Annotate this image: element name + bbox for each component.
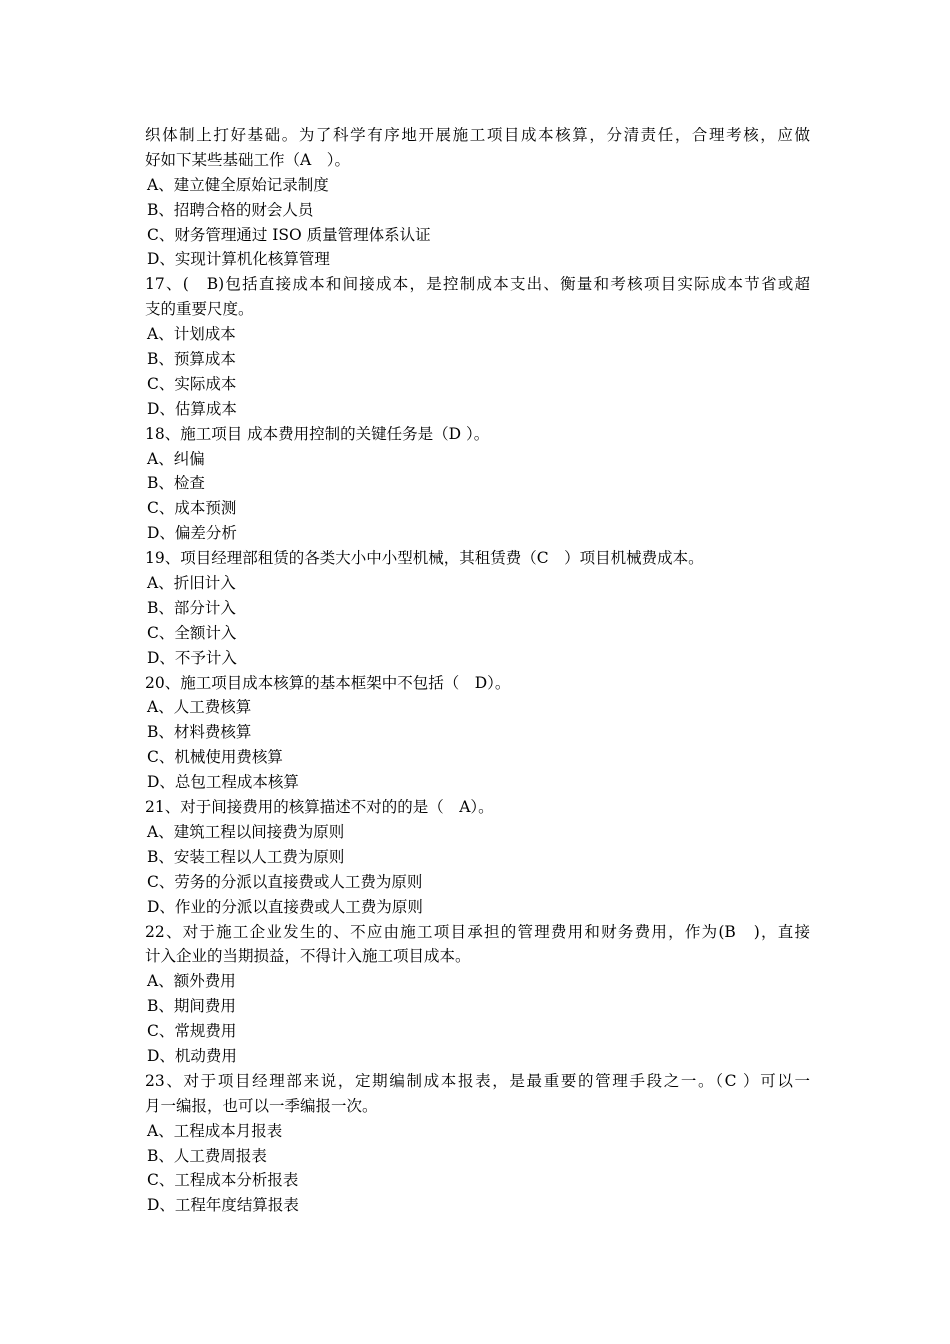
answer-option: A、纠偏 [147,449,205,468]
answer-option: A、计划成本 [147,325,236,344]
question-text-line: 22、对于施工企业发生的、不应由施工项目承担的管理费用和财务费用，作为(B )，直接 [145,922,810,941]
question-text-line: 19、项目经理部租赁的各类大小中小型机械，其租赁费（C ）项目机械费成本。 [145,549,704,568]
answer-option: C、全额计入 [147,623,237,642]
answer-option: A、建立健全原始记录制度 [147,175,329,194]
question-text-line: 23、对于项目经理部来说，定期编制成本报表，是最重要的管理手段之一。（C ）可以一 [145,1071,810,1090]
question-text-line: 织体制上打好基础。为了科学有序地开展施工项目成本核算，分清责任，合理考核，应做 [145,126,810,144]
question-text-line: 18、施工项目 成本费用控制的关键任务是（D ）。 [145,424,490,443]
question-text-line: 好如下某些基础工作（A ）。 [145,150,350,169]
answer-option: B、人工费周报表 [147,1146,267,1165]
answer-option: B、预算成本 [147,350,236,369]
question-text-line: 月一编报，也可以一季编报一次。 [145,1096,378,1115]
answer-option: B、检查 [147,474,205,493]
answer-option: D、实现计算机化核算管理 [147,250,330,269]
answer-option: A、人工费核算 [147,698,252,717]
answer-option: D、作业的分派以直接费或人工费为原则 [147,897,423,916]
answer-option: C、财务管理通过 ISO 质量管理体系认证 [147,225,431,244]
document-page [145,123,810,1218]
answer-option: D、估算成本 [147,399,237,418]
answer-option: A、建筑工程以间接费为原则 [147,822,345,841]
question-text-line: 21、对于间接费用的核算描述不对的的是（ A）。 [145,798,494,817]
answer-option: A、额外费用 [147,972,236,991]
question-text-line: 17、( B)包括直接成本和间接成本，是控制成本支出、衡量和考核项目实际成本节省或超 [145,275,810,294]
answer-option: C、劳务的分派以直接费或人工费为原则 [147,872,423,891]
answer-option: C、常规费用 [147,1022,237,1041]
answer-option: A、折旧计入 [147,574,236,593]
answer-option: D、机动费用 [147,1046,237,1065]
answer-option: C、机械使用费核算 [147,748,283,767]
answer-option: B、材料费核算 [147,723,252,742]
answer-option: D、不予计入 [147,648,237,667]
answer-option: D、工程年度结算报表 [147,1196,299,1215]
answer-option: B、安装工程以人工费为原则 [147,847,345,866]
answer-option: A、工程成本月报表 [147,1121,283,1140]
answer-option: C、成本预测 [147,499,237,518]
answer-option: D、总包工程成本核算 [147,773,299,792]
answer-option: B、部分计入 [147,598,236,617]
question-text-line: 计入企业的当期损益，不得计入施工项目成本。 [145,947,471,966]
answer-option: B、招聘合格的财会人员 [147,200,314,219]
question-text-line: 支的重要尺度。 [145,300,254,319]
question-text-line: 20、施工项目成本核算的基本框架中不包括（ D）。 [145,673,511,692]
answer-option: B、期间费用 [147,997,236,1016]
answer-option: C、工程成本分析报表 [147,1171,299,1190]
answer-option: C、实际成本 [147,374,237,393]
answer-option: D、偏差分析 [147,524,237,543]
